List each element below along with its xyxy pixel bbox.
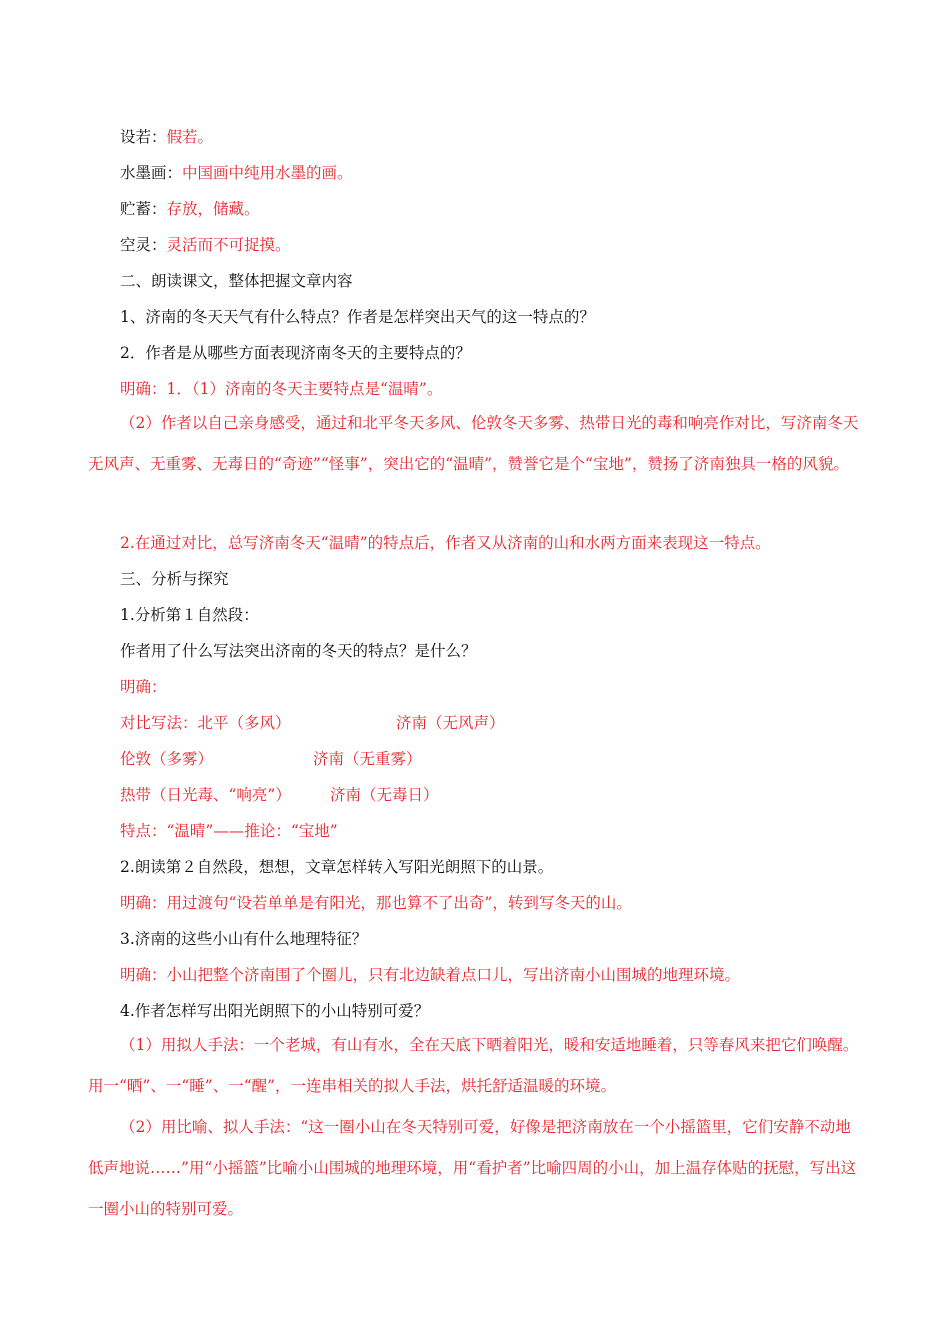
answer: 2.在通过对比，总写济南冬天“温晴”的特点后，作者又从济南的山和水两方面来表现这一特点。	[120, 534, 771, 552]
vocab-term: 贮蓄：	[120, 200, 167, 218]
question: 2．作者是从哪些方面表现济南冬天的主要特点的？	[120, 344, 471, 362]
contrast-left: 热带（日光毒、“响亮”）	[120, 786, 291, 804]
section-heading: 三、分析与探究	[120, 570, 229, 588]
question: 4.作者怎样写出阳光朗照下的小山特别可爱？	[120, 1002, 430, 1020]
vocab-item	[120, 197, 862, 221]
answer-paragraph: （2）作者以自己亲身感受，通过和北平冬天多风、伦敦冬天多雾、热带日光的毒和响亮作对比，写济南冬天无风声、无重雾、无毒日的“奇迹”“怪事”，突出它的“温晴”，赞誉它是个“宝地”，赞扬了济南独具一格的风貌。	[88, 414, 859, 473]
question: 作者用了什么写法突出济南的冬天的特点？是什么？	[120, 642, 477, 660]
contrast-left: 对比写法：北平（多风）	[120, 714, 291, 732]
answer-prefix: 明确：	[120, 380, 167, 398]
question: 1、济南的冬天天气有什么特点？作者是怎样突出天气的这一特点的？	[120, 308, 595, 326]
contrast-right: 济南（无风声）	[396, 714, 505, 732]
answer: 明确：小山把整个济南围了个圈儿，只有北边缺着点口儿，写出济南小山围城的地理环境。	[120, 966, 741, 984]
vocab-term: 空灵：	[120, 236, 167, 254]
feature-line: 特点：“温晴”——推论：“宝地”	[120, 822, 338, 840]
question: 1.分析第１自然段：	[120, 606, 259, 624]
answer-paragraph: （1）用拟人手法：一个老城，有山有水，全在天底下晒着阳光，暖和安适地睡着，只等春风来把它们唤醒。用一“晒”、一“睡”、一“醒”，一连串相关的拟人手法，烘托舒适温暖的环境。	[88, 1036, 859, 1095]
vocab-item	[120, 161, 862, 185]
answer-text: 1．（1）济南的冬天主要特点是“温晴”。	[166, 380, 443, 398]
question: 2.朗读第２自然段，想想，文章怎样转入写阳光朗照下的山景。	[120, 858, 554, 876]
contrast-right: 济南（无重雾）	[313, 750, 422, 768]
answer	[120, 377, 862, 401]
contrast-row	[120, 747, 862, 771]
contrast-right: 济南（无毒日）	[330, 786, 439, 804]
vocab-definition: 存放，储藏。	[166, 200, 260, 218]
vocab-definition: 中国画中纯用水墨的画。	[182, 164, 353, 182]
vocab-item	[120, 233, 862, 257]
vocab-item	[120, 125, 862, 149]
vocab-definition: 灵活而不可捉摸。	[166, 236, 291, 254]
vocab-term: 设若：	[120, 128, 167, 146]
question: 3.济南的这些小山有什么地理特征？	[120, 930, 368, 948]
vocab-term: 水墨画：	[120, 164, 183, 182]
answer: 明确：用过渡句“设若单单是有阳光，那也算不了出奇”，转到写冬天的山。	[120, 894, 632, 912]
contrast-left: 伦敦（多雾）	[120, 750, 214, 768]
vocab-definition: 假若。	[166, 128, 214, 146]
section-heading: 二、朗读课文，整体把握文章内容	[120, 272, 353, 290]
contrast-row	[120, 783, 862, 807]
contrast-row	[120, 711, 862, 735]
answer-paragraph: （2）用比喻、拟人手法：“这一圈小山在冬天特别可爱，好像是把济南放在一个小摇篮里，它们安静不动地低声地说……”用“小摇篮”比喻小山围城的地理环境，用“看护者”比喻四周的小山，加上温存体贴的抚慰，写出这一圈小山的特别可爱。	[88, 1118, 857, 1218]
answer-prefix: 明确：	[120, 678, 167, 696]
